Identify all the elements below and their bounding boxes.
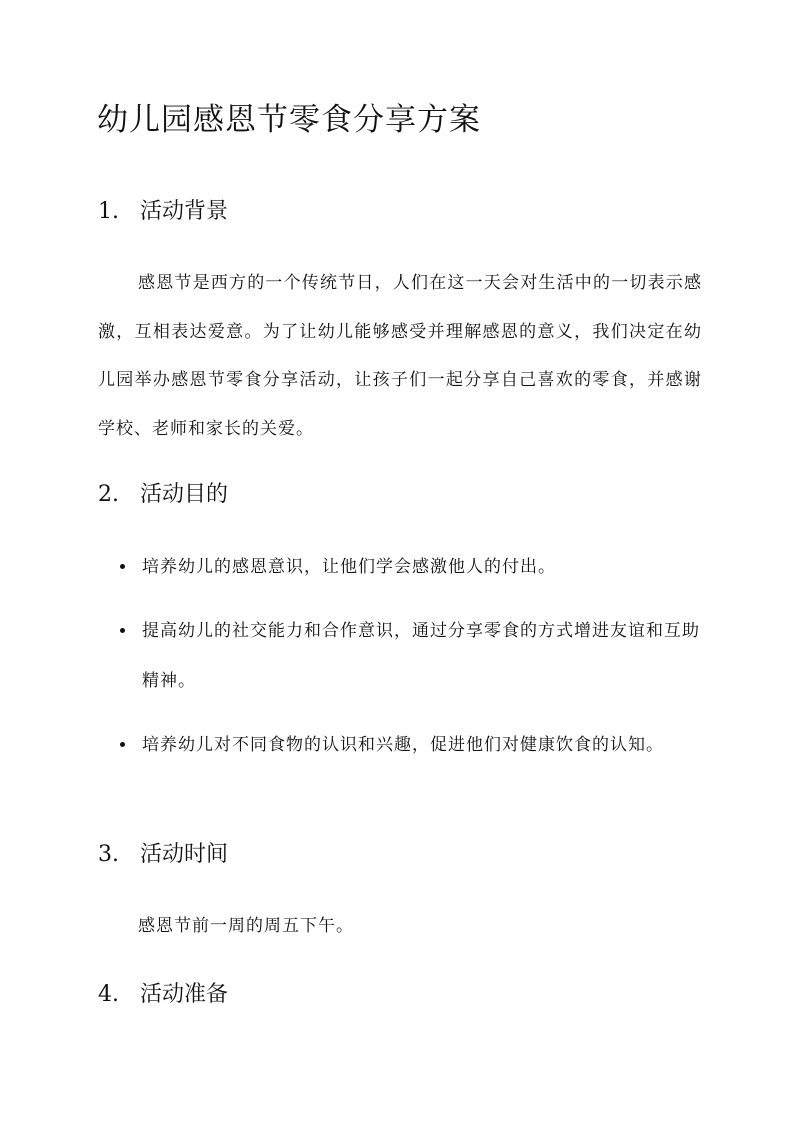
bullet-icon bbox=[120, 564, 125, 569]
section-number: 4. bbox=[98, 982, 119, 1007]
time-paragraph: 感恩节前一周的周五下午。 bbox=[138, 916, 354, 936]
list-item-text: 培养幼儿的感恩意识，让他们学会感激他人的付出。 bbox=[142, 557, 556, 577]
section-heading-preparation bbox=[98, 979, 228, 1011]
list-item bbox=[98, 720, 702, 770]
section-number: 2. bbox=[98, 482, 119, 507]
section-number: 3. bbox=[98, 842, 119, 867]
bullet-icon bbox=[120, 742, 125, 747]
section-heading-purpose bbox=[98, 479, 228, 511]
list-item bbox=[98, 542, 702, 592]
bullet-icon bbox=[120, 628, 125, 633]
section-heading-background bbox=[98, 196, 228, 228]
section-title: 活动准备 bbox=[140, 982, 229, 1007]
document-title: 幼儿园感恩节零食分享方案 bbox=[97, 102, 481, 138]
section-title: 活动背景 bbox=[140, 199, 229, 224]
purpose-list bbox=[98, 542, 702, 784]
section-title: 活动时间 bbox=[140, 842, 229, 867]
list-item bbox=[98, 606, 702, 706]
background-paragraph: 感恩节是西方的一个传统节日，人们在这一天会对生活中的一切表示感激，互相表达爱意。为了让幼儿能够感受并理解感恩的意义，我们决定在幼儿园举办感恩节零食分享活动，让孩子们一起分享自己喜欢的零食，并感谢学校、老师和家长的关爱。 bbox=[98, 273, 702, 439]
section-number: 1. bbox=[98, 199, 119, 224]
section-title: 活动目的 bbox=[140, 482, 229, 507]
section-heading-time bbox=[98, 839, 228, 871]
list-item-text: 培养幼儿对不同食物的认识和兴趣，促进他们对健康饮食的认知。 bbox=[142, 735, 664, 755]
list-item-text: 提高幼儿的社交能力和合作意识，通过分享零食的方式增进友谊和互助精神。 bbox=[142, 621, 700, 691]
